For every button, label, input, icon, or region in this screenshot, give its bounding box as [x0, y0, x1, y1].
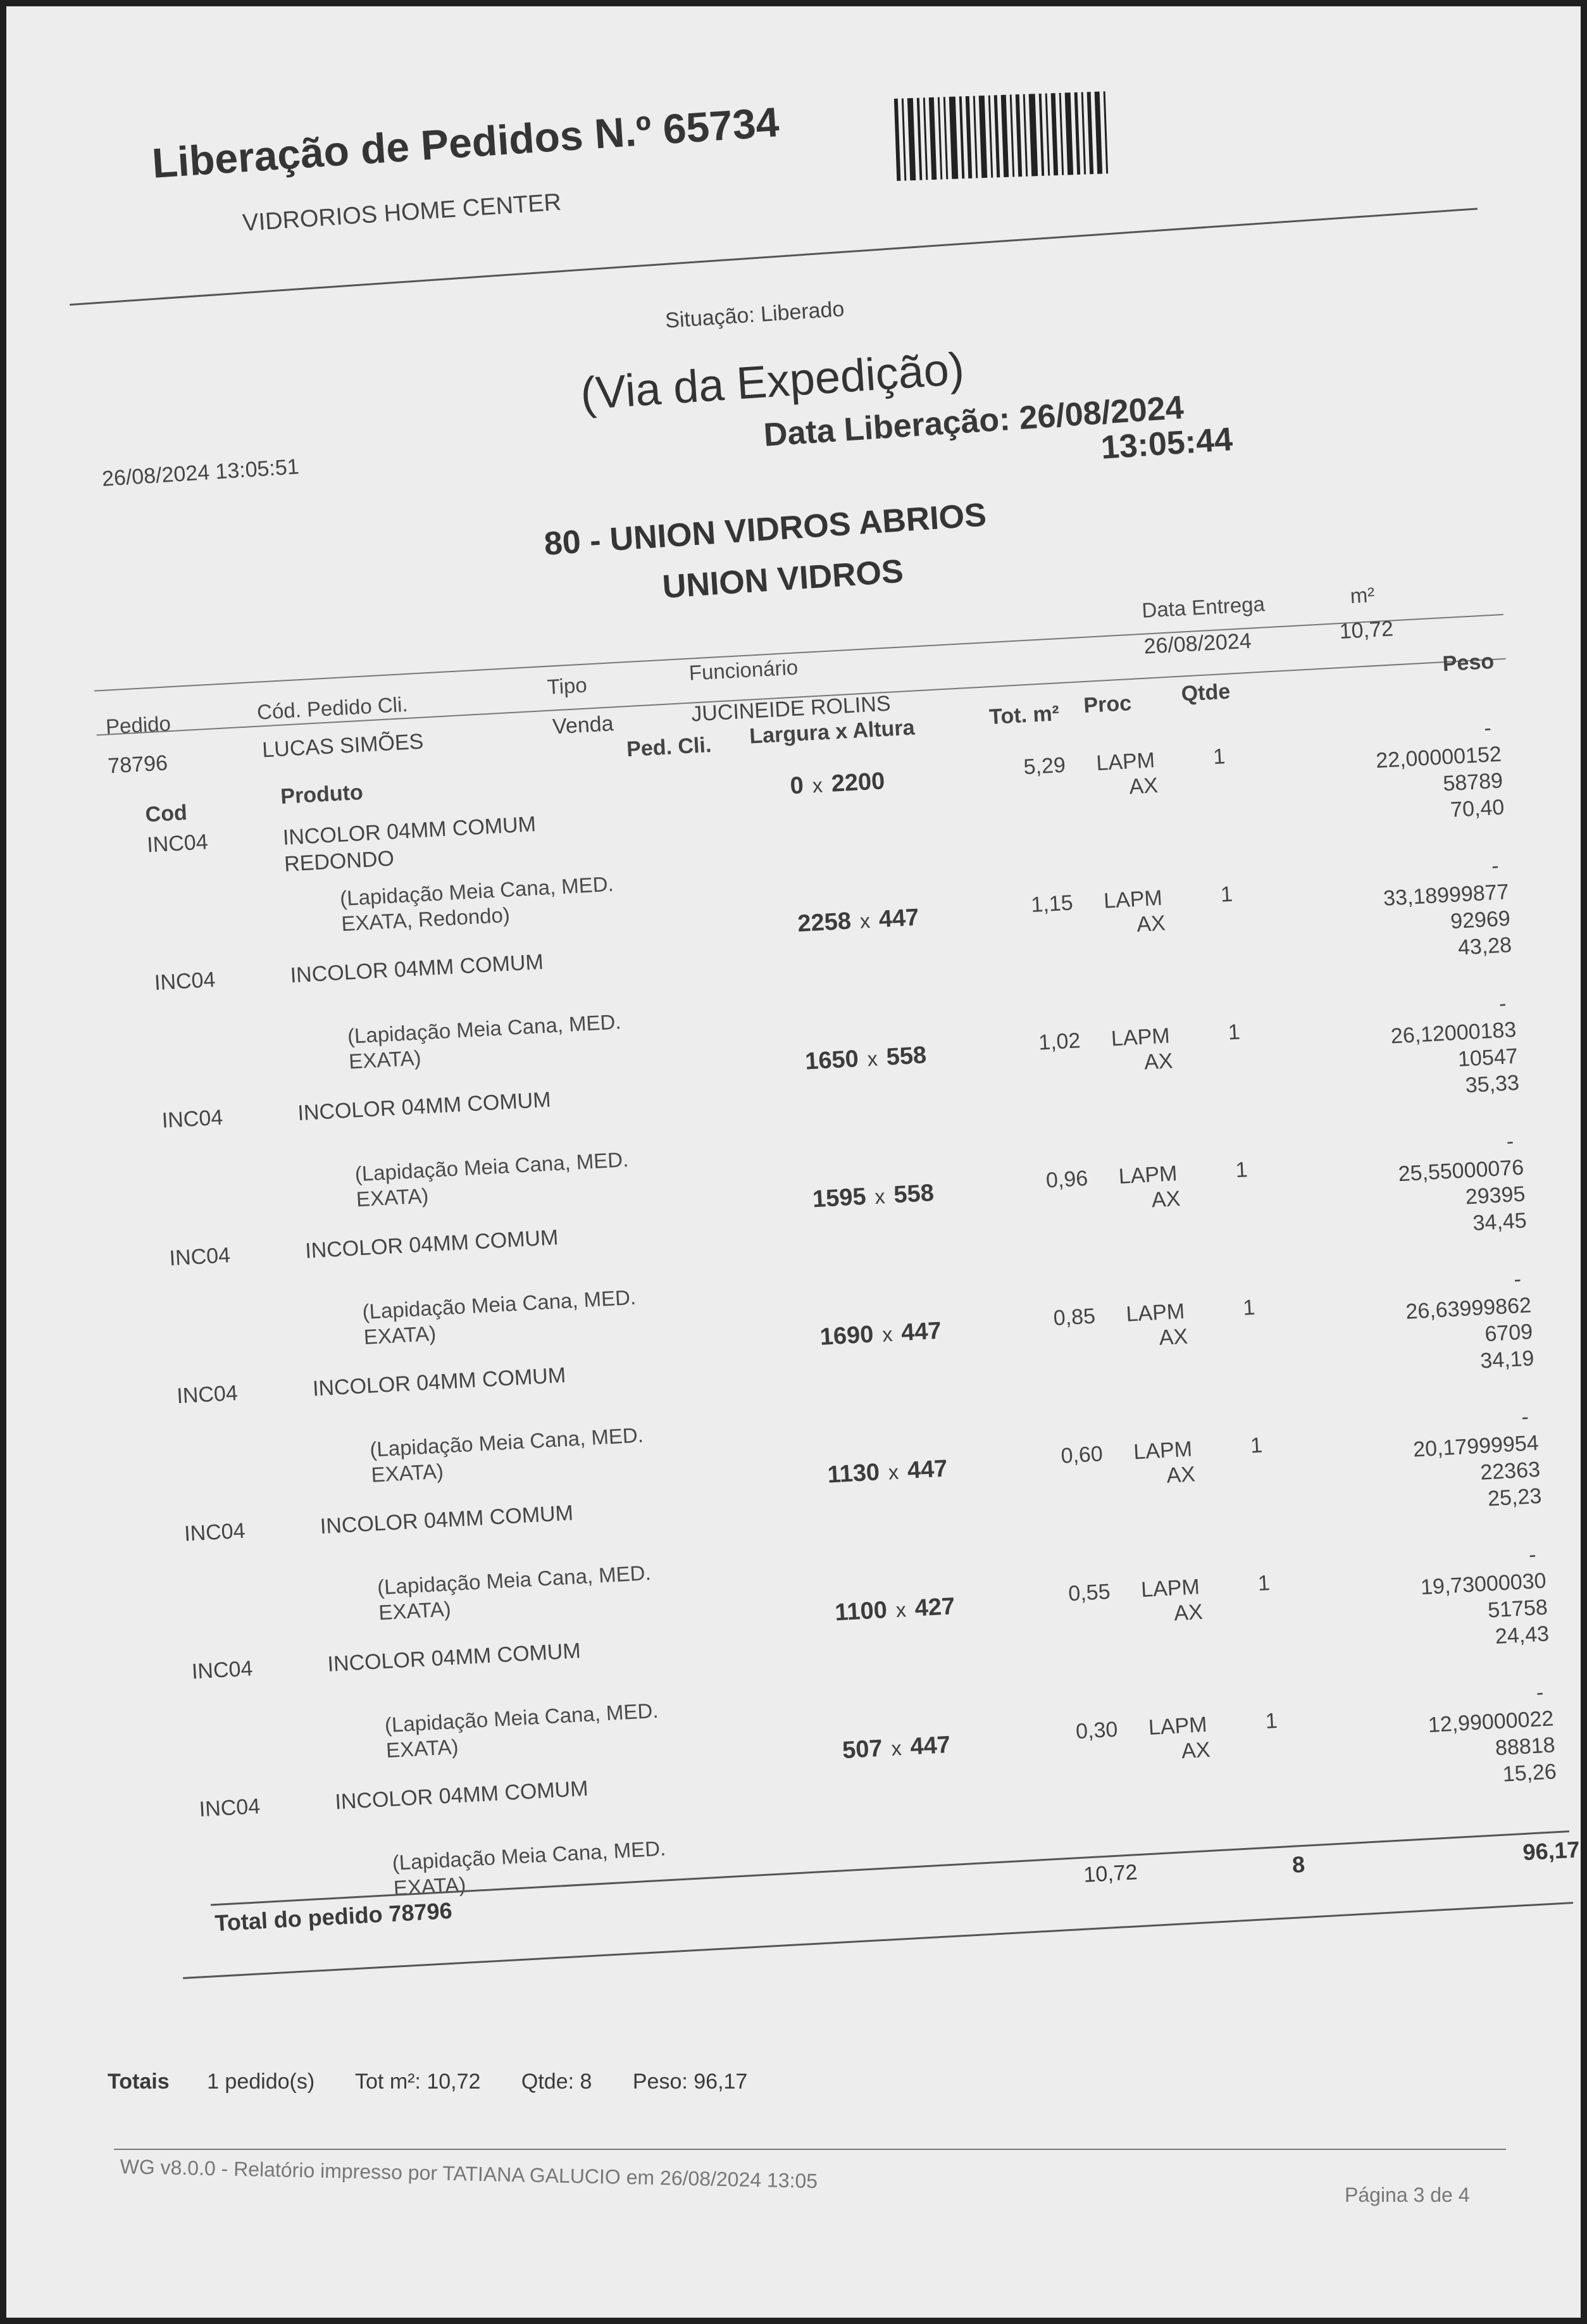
- item-largura: 0: [789, 772, 804, 800]
- item-qtde: 1: [1250, 1433, 1264, 1458]
- client-name: UNION VIDROS: [661, 553, 905, 606]
- item-produto: INCOLOR 04MM COMUM: [304, 1225, 559, 1263]
- document-page: [6, 6, 1581, 2318]
- item-peso-line2: 58789: [1442, 768, 1503, 796]
- col-largura-altura-label: Largura x Altura: [749, 715, 916, 749]
- item-proc-ax: AX: [1136, 911, 1166, 937]
- item-peso-line1: 25,55000076: [1397, 1155, 1525, 1187]
- item-dimensions: 1650 x 558: [804, 1042, 928, 1075]
- item-peso-line2: 10547: [1457, 1044, 1519, 1071]
- item-largura: 1650: [804, 1046, 859, 1075]
- item-dimensions: 1690 x 447: [819, 1317, 942, 1351]
- item-peso: 34,19: [1479, 1346, 1535, 1373]
- item-cod: INC04: [191, 1656, 254, 1684]
- item-description-line1: (Lapidação Meia Cana, MED.: [377, 1561, 652, 1599]
- item-peso-dash: -: [1483, 716, 1492, 740]
- col-qtde-label: Qtde: [1180, 679, 1231, 706]
- item-proc-ax: AX: [1166, 1462, 1196, 1488]
- item-cod: INC04: [168, 1243, 231, 1271]
- totals-pedidos: 1 pedido(s): [207, 2070, 315, 2094]
- item-description: [384, 1698, 661, 1763]
- item-proc: LAPM: [1125, 1299, 1186, 1327]
- item-peso-line1: 26,12000183: [1390, 1017, 1517, 1049]
- item-peso: 70,40: [1450, 795, 1505, 822]
- item-description-line2: EXATA): [378, 1597, 452, 1625]
- item-peso: 43,28: [1457, 933, 1513, 960]
- item-qtde: 1: [1227, 1020, 1241, 1045]
- item-peso-line2: 22363: [1479, 1457, 1541, 1485]
- item-largura: 507: [842, 1735, 883, 1765]
- item-altura: 558: [885, 1042, 928, 1071]
- table-top-rule: [94, 614, 1503, 692]
- item-dimensions: 507 x 447: [842, 1731, 951, 1765]
- item-peso: 24,43: [1494, 1621, 1550, 1649]
- item-description-line1: (Lapidação Meia Cana, MED.: [384, 1698, 659, 1737]
- item-description-line1: (Lapidação Meia Cana, MED.: [391, 1836, 667, 1875]
- item-description-line2: EXATA): [370, 1459, 444, 1487]
- item-description-line1: (Lapidação Meia Cana, MED.: [361, 1285, 637, 1324]
- item-dimensions: 0 x 2200: [789, 768, 886, 800]
- item-peso: 25,23: [1487, 1484, 1543, 1511]
- item-dimensions: 1130 x 447: [826, 1455, 949, 1489]
- item-qtde: 1: [1242, 1295, 1256, 1320]
- item-description: [369, 1422, 645, 1487]
- order-total-label: Total do pedido 78796: [214, 1897, 453, 1937]
- totals-m2: Tot m²: 10,72: [355, 2070, 481, 2094]
- client-code: 80 - UNION VIDROS ABRIOS: [543, 496, 988, 563]
- item-peso-line1: 33,18999877: [1383, 880, 1510, 911]
- item-tot-m2: 5,29: [1023, 753, 1066, 780]
- item-altura: 2200: [830, 768, 886, 797]
- m2-value: 10,72: [1338, 616, 1394, 644]
- item-peso-line2: 29395: [1464, 1182, 1526, 1209]
- item-description-line1: (Lapidação Meia Cana, MED.: [347, 1009, 622, 1048]
- col-pedido-label: Pedido: [105, 711, 171, 739]
- data-liberacao-time: 13:05:44: [1100, 421, 1234, 466]
- item-proc-ax: AX: [1158, 1324, 1189, 1351]
- order-total-m2: 10,72: [1083, 1860, 1138, 1887]
- grand-totals: [108, 2070, 747, 2094]
- item-cod: INC04: [198, 1794, 261, 1822]
- item-produto: INCOLOR 04MM COMUM: [312, 1363, 567, 1401]
- item-cod: INC04: [146, 830, 209, 858]
- item-peso-line2: 6709: [1484, 1320, 1534, 1347]
- item-peso-dash: -: [1505, 1129, 1515, 1154]
- item-proc-ax: AX: [1173, 1600, 1204, 1626]
- page-number: Página 3 de 4: [1345, 2183, 1470, 2206]
- item-cod: INC04: [184, 1518, 246, 1546]
- item-qtde: 1: [1264, 1708, 1278, 1734]
- item-description-line1: (Lapidação Meia Cana, MED.: [369, 1423, 644, 1461]
- item-peso-line1: 26,63999862: [1405, 1293, 1532, 1324]
- item-description: [347, 1009, 623, 1074]
- tipo-value: Venda: [552, 711, 614, 739]
- item-description-line1: (Lapidação Meia Cana, MED.: [339, 872, 614, 911]
- item-description: [392, 1835, 668, 1901]
- item-proc: LAPM: [1140, 1575, 1200, 1602]
- item-tot-m2: 0,85: [1052, 1304, 1096, 1331]
- item-cod: INC04: [176, 1380, 239, 1409]
- data-liberacao-date: 26/08/2024: [1018, 389, 1185, 437]
- item-peso-dash: -: [1521, 1404, 1529, 1430]
- pedido-value: 78796: [107, 751, 168, 778]
- item-dimensions: 2258 x 447: [797, 904, 920, 937]
- data-entrega-value: 26/08/2024: [1143, 628, 1252, 659]
- item-description: [377, 1560, 653, 1625]
- item-altura: 427: [914, 1593, 956, 1622]
- item-proc-ax: AX: [1181, 1737, 1211, 1764]
- item-produto: INCOLOR 04MM COMUM: [282, 812, 537, 850]
- item-peso: 35,33: [1464, 1070, 1520, 1098]
- totals-peso: Peso: 96,17: [632, 2070, 748, 2094]
- item-description: [362, 1285, 638, 1350]
- col-peso-label: Peso: [1441, 649, 1495, 677]
- item-produto: INCOLOR 04MM COMUM: [319, 1501, 574, 1539]
- item-cod: INC04: [154, 967, 216, 996]
- item-proc: LAPM: [1095, 748, 1155, 776]
- col-m2-label: m²: [1349, 582, 1376, 608]
- totals-qtde: Qtde: 8: [521, 2070, 592, 2094]
- printed-timestamp: 26/08/2024 13:05:51: [101, 454, 300, 491]
- data-liberacao-label: Data Liberação:: [762, 401, 1012, 454]
- item-peso-line2: 88818: [1495, 1733, 1556, 1761]
- via-expedicao: (Via da Expedição): [579, 343, 966, 420]
- col-cod-pedido-cli-label: Cód. Pedido Cli.: [256, 692, 409, 724]
- item-qtde: 1: [1212, 744, 1226, 770]
- totals-label: Totais: [108, 2070, 170, 2094]
- item-description: [339, 872, 616, 937]
- item-proc-ax: AX: [1128, 773, 1159, 799]
- item-produto: INCOLOR 04MM COMUM: [289, 949, 544, 988]
- col-data-entrega-label: Data Entrega: [1141, 592, 1266, 622]
- item-proc-ax: AX: [1143, 1049, 1174, 1075]
- item-dimensions: 1595 x 558: [811, 1180, 935, 1213]
- item-produto: INCOLOR 04MM COMUM: [297, 1087, 552, 1126]
- item-qtde: 1: [1257, 1571, 1271, 1596]
- col-produto-label: Produto: [280, 780, 364, 809]
- item-tot-m2: 0,96: [1045, 1166, 1089, 1193]
- item-description-line1: (Lapidação Meia Cana, MED.: [354, 1147, 630, 1186]
- item-tot-m2: 1,02: [1038, 1028, 1081, 1055]
- item-largura: 1595: [811, 1183, 867, 1213]
- funcionario-value: JUCINEIDE ROLINS: [690, 691, 892, 727]
- item-peso: 34,45: [1472, 1208, 1528, 1235]
- item-altura: 447: [906, 1455, 949, 1484]
- item-produto-extra: REDONDO: [283, 846, 395, 877]
- item-proc: LAPM: [1133, 1437, 1193, 1465]
- item-altura: 447: [900, 1317, 942, 1347]
- item-description: [354, 1147, 631, 1212]
- item-description-line2: EXATA): [348, 1046, 422, 1073]
- item-dimensions: 1100 x 427: [834, 1593, 956, 1627]
- item-largura: 1130: [826, 1459, 881, 1489]
- item-peso-dash: -: [1528, 1542, 1537, 1567]
- col-proc-label: Proc: [1083, 690, 1133, 718]
- item-description-line2: EXATA): [363, 1321, 437, 1349]
- cod-pedido-cli-value: LUCAS SIMÕES: [261, 729, 425, 763]
- item-produto: INCOLOR 04MM COMUM: [327, 1639, 582, 1677]
- item-peso-line2: 51758: [1487, 1595, 1548, 1623]
- item-qtde: 1: [1235, 1158, 1248, 1183]
- item-altura: 447: [878, 904, 920, 934]
- col-cod-label: Cod: [144, 800, 188, 827]
- order-total-peso: 96,17: [1522, 1836, 1581, 1866]
- item-peso: 15,26: [1502, 1759, 1557, 1787]
- item-tot-m2: 0,60: [1060, 1442, 1104, 1468]
- order-table: [6, 6, 1581, 2318]
- col-tot-m2-label: Tot. m²: [988, 701, 1060, 730]
- item-tot-m2: 1,15: [1030, 890, 1074, 917]
- order-total-qtde: 8: [1291, 1851, 1306, 1878]
- item-peso-line1: 20,17999954: [1412, 1430, 1540, 1462]
- item-tot-m2: 0,55: [1067, 1579, 1111, 1606]
- item-description-line2: EXATA, Redondo): [340, 903, 511, 935]
- item-peso-dash: -: [1513, 1267, 1522, 1292]
- item-tot-m2: 0,30: [1075, 1717, 1119, 1744]
- col-ped-cli-label: Ped. Cli.: [626, 732, 713, 762]
- item-cod: INC04: [161, 1105, 224, 1133]
- col-funcionario-label: Funcionário: [688, 655, 799, 685]
- item-description-line2: EXATA): [356, 1184, 430, 1211]
- item-proc: LAPM: [1111, 1023, 1171, 1051]
- item-proc: LAPM: [1117, 1161, 1178, 1189]
- footer-rule: [114, 2149, 1506, 2150]
- item-peso-line2: 92969: [1450, 906, 1511, 934]
- item-produto: INCOLOR 04MM COMUM: [334, 1776, 589, 1815]
- company-name: VIDRORIOS HOME CENTER: [242, 189, 563, 237]
- document-title: Liberação de Pedidos N.º 65734: [151, 98, 781, 187]
- item-peso-dash: -: [1491, 853, 1500, 878]
- item-peso-line1: 12,99000022: [1427, 1706, 1555, 1737]
- item-peso-dash: -: [1535, 1680, 1545, 1705]
- item-altura: 558: [893, 1180, 935, 1209]
- item-proc: LAPM: [1147, 1712, 1208, 1740]
- status-situacao: Situação: Liberado: [664, 297, 845, 333]
- item-peso-line1: 22,00000152: [1375, 742, 1502, 773]
- item-description-line2: EXATA): [392, 1872, 467, 1900]
- printed-by: WG v8.0.0 - Relatório impresso por TATIANA GALUCIO em 26/08/2024 13:05: [120, 2155, 818, 2193]
- col-tipo-label: Tipo: [546, 673, 588, 699]
- item-proc-ax: AX: [1150, 1186, 1181, 1213]
- item-largura: 2258: [797, 908, 852, 937]
- item-description-line2: EXATA): [385, 1734, 459, 1763]
- item-peso-dash: -: [1498, 991, 1507, 1016]
- item-proc: LAPM: [1103, 885, 1163, 913]
- item-largura: 1690: [819, 1321, 874, 1351]
- item-altura: 447: [909, 1731, 951, 1761]
- item-qtde: 1: [1219, 882, 1233, 907]
- item-peso-line1: 19,73000030: [1420, 1568, 1547, 1600]
- item-largura: 1100: [834, 1596, 888, 1627]
